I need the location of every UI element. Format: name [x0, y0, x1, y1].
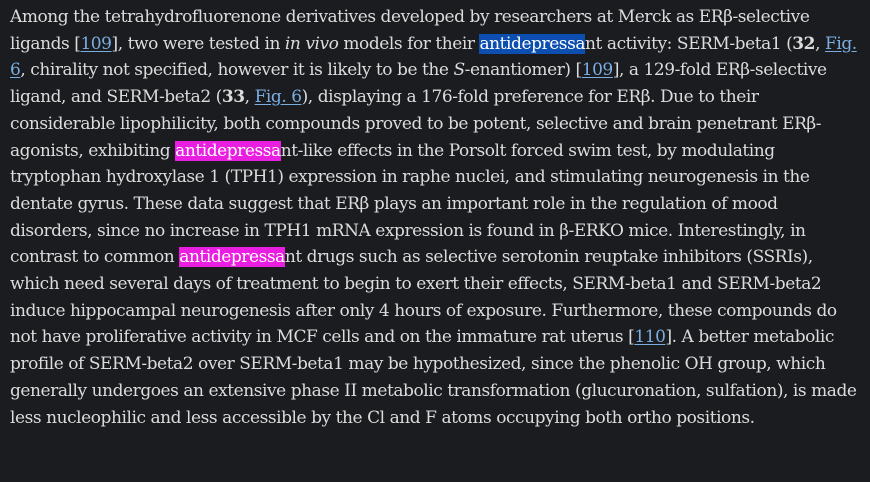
- text-segment: nt-like effects in the Porsolt forced swim test, by modulating tryptophan hydroxylase 1 (TPH1) expression in raphe nuclei, and stimulating neurogenesis in the dentate gyrus. These data suggest that ERβ plays an important role in the regulation of mood disorders, since no increase in TPH1 mRNA expression is found in β-ERKO mice. Interestingly, in contrast to common: [10, 140, 810, 268]
- italic-text: S: [453, 60, 465, 81]
- compound-number: 32: [792, 33, 816, 54]
- text-segment: nt activity: SERM-beta1 (: [585, 33, 793, 54]
- italic-text: in vivo: [284, 33, 339, 54]
- text-segment: models for their: [338, 33, 480, 54]
- text-segment: Among the tetrahydrofluorenone derivatives developed by researchers at Merck as ERβ-selective ligands [: [10, 7, 810, 54]
- compound-number: 33: [221, 87, 245, 108]
- text-segment: -enantiomer) [: [464, 60, 582, 81]
- text-segment: ,: [244, 87, 255, 108]
- text-segment: ]. A better metabolic profile of SERM-beta2 over SERM-beta1 may be hypothesized, since the phenolic OH group, which generally undergoes an extensive phase II metabolic transformation (glucuronation, sulfation), is made less nucleophilic and less accessible by the Cl and F atoms occupying both ortho positions.: [10, 327, 857, 428]
- article-paragraph: [10, 4, 860, 431]
- reference-link-110[interactable]: 110: [634, 327, 666, 348]
- text-segment: ], two were tested in: [111, 33, 285, 54]
- text-segment: nt drugs such as selective serotonin reuptake inhibitors (SSRIs), which need several days of treatment to begin to exert their effects, SERM-beta1 and SERM-beta2 induce hippocampal neurogenesis after only 4 hours of exposure. Furthermore, these compounds do not have proliferative activity in MCF cells and on the immature rat uterus [: [10, 247, 837, 348]
- text-segment: ,: [815, 33, 825, 54]
- search-highlight-current: antidepressa: [479, 33, 586, 54]
- search-highlight-match: antidepressa: [175, 140, 281, 161]
- text-segment: ), displaying a 176-fold preference for ERβ. Due to their considerable lipophilicity, both compounds proved to be potent, selective and brain penetrant ERβ-agonists, exhibiting: [10, 87, 822, 161]
- reference-link-109[interactable]: 109: [80, 33, 112, 54]
- figure-link-fig6[interactable]: Fig. 6: [10, 33, 857, 81]
- reference-link-109[interactable]: 109: [581, 60, 613, 81]
- figure-link-fig6[interactable]: Fig. 6: [254, 87, 302, 108]
- text-segment: , chirality not specified, however it is likely to be the: [20, 60, 454, 81]
- search-highlight-match: antidepressa: [179, 247, 285, 268]
- text-segment: ], a 129-fold ERβ-selective ligand, and SERM-beta2 (: [10, 60, 827, 108]
